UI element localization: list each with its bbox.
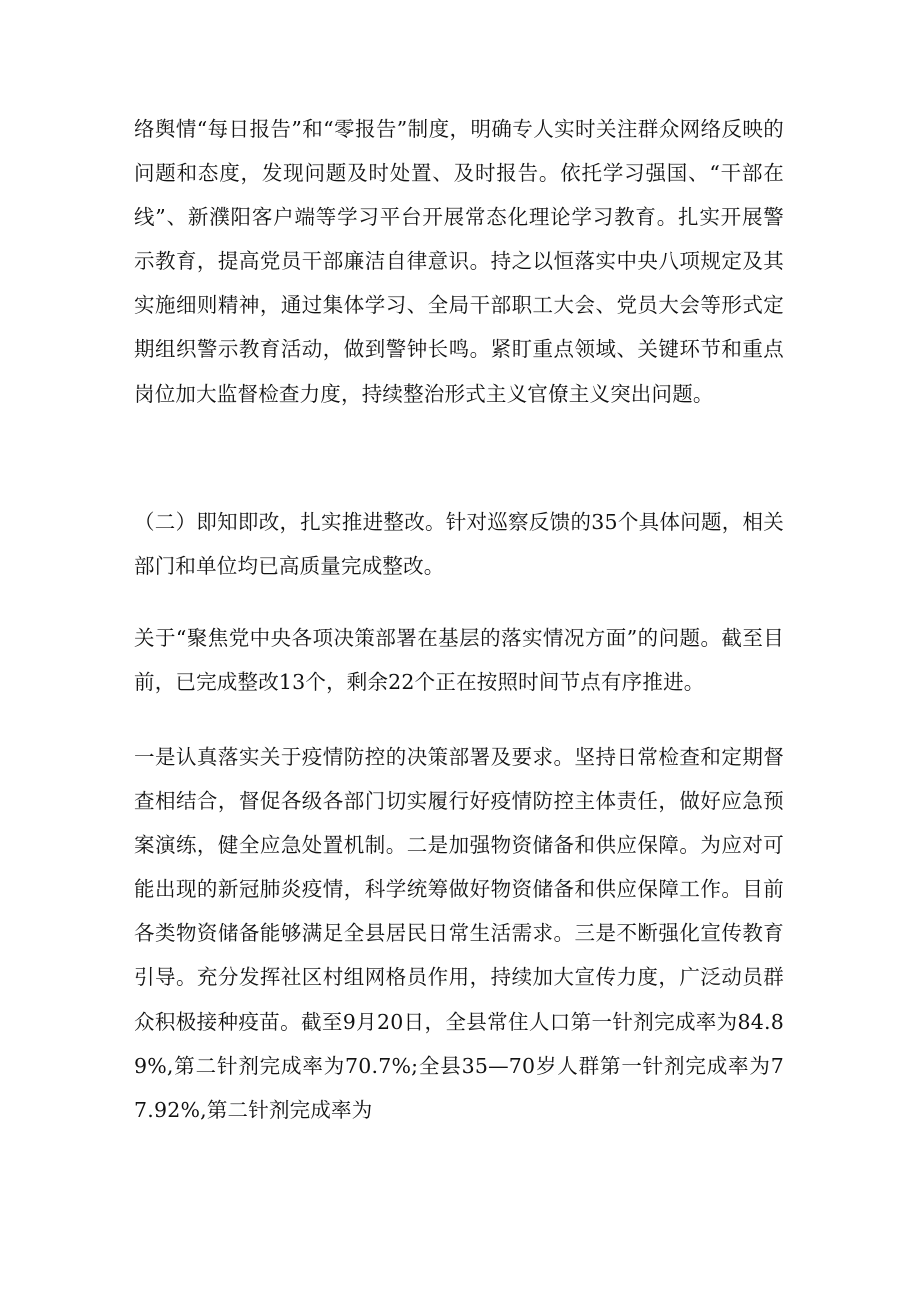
body-paragraph-2: （二）即知即改，扎实推进整改。针对巡察反馈的35个具体问题，相关部门和单位均已高质量完成整改。 [134,510,784,579]
body-paragraph-3: 关于“聚焦党中央各项决策部署在基层的落实情况方面”的问题。截至目前，已完成整改13个，剩余22个正在按照时间节点有序推进。 [134,626,784,695]
body-paragraph-1: 络舆情“每日报告”和“零报告”制度，明确专人实时关注群众网络反映的问题和态度，发现问题及时处置、及时报告。依托学习强国、“干部在线”、新濮阳客户端等学习平台开展常态化理论学习教育。扎实开展警示教育，提高党员干部廉洁自律意识。持之以恒落实中央八项规定及其实施细则精神，通过集体学习、全局干部职工大会、党员大会等形式定期组织警示教育活动，做到警钟长鸣。紧盯重点领域、关键环节和重点岗位加大监督检查力度，持续整治形式主义官僚主义突出问题。 [134,117,784,406]
body-paragraph-4: 一是认真落实关于疫情防控的决策部署及要求。坚持日常检查和定期督查相结合，督促各级各部门切实履行好疫情防控主体责任，做好应急预案演练，健全应急处置机制。二是加强物资储备和供应保障。为应对可能出现的新冠肺炎疫情，科学统筹做好物资储备和供应保障工作。目前各类物资储备能够满足全县居民日常生活需求。三是不断强化宣传教育引导。充分发挥社区村组网格员作用，持续加大宣传力度，广泛动员群众积极接种疫苗。截至9月20日，全县常住人口第一针剂完成率为84.89%,第二针剂完成率为70.7%;全县35—70岁人群第一针剂完成率为77.92%,第二针剂完成率为 [134,745,784,1122]
